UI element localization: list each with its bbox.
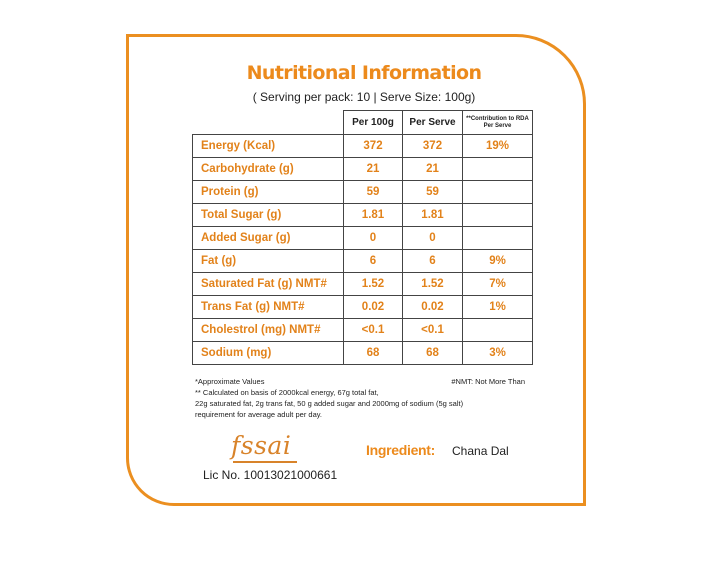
value-per-serve: 0 [403, 227, 463, 250]
license-number: Lic No. 10013021000661 [203, 468, 338, 482]
nutrient-name: Carbohydrate (g) [193, 158, 344, 181]
value-per-serve: <0.1 [403, 319, 463, 342]
table-row [193, 250, 533, 273]
value-rda: 7% [463, 273, 533, 296]
nutrient-name: Trans Fat (g) NMT# [193, 296, 344, 319]
table-row [193, 204, 533, 227]
ingredient-value: Chana Dal [452, 444, 509, 458]
table-row [193, 135, 533, 158]
nutrition-table [192, 110, 533, 365]
footnote-row [195, 376, 535, 387]
value-per-serve: 68 [403, 342, 463, 365]
value-rda: 1% [463, 296, 533, 319]
table-row [193, 319, 533, 342]
nutrient-name: Cholestrol (mg) NMT# [193, 319, 344, 342]
value-rda [463, 319, 533, 342]
nutrient-name: Total Sugar (g) [193, 204, 344, 227]
calc-note-line-1: ** Calculated on basis of 2000kcal energy, 67g total fat, [195, 388, 379, 397]
header-rda: **Contribution to RDA Per Serve [463, 111, 533, 135]
approx-note: *Approximate Values [195, 377, 265, 386]
nutrient-name: Saturated Fat (g) NMT# [193, 273, 344, 296]
value-per-100g: 0.02 [344, 296, 403, 319]
value-rda [463, 181, 533, 204]
value-per-serve: 0.02 [403, 296, 463, 319]
table-row [193, 273, 533, 296]
header-per-serve: Per Serve [403, 111, 463, 135]
header-per-100g: Per 100g [344, 111, 403, 135]
value-rda: 19% [463, 135, 533, 158]
value-per-100g: 1.81 [344, 204, 403, 227]
value-per-serve: 59 [403, 181, 463, 204]
table-row [193, 296, 533, 319]
ingredient-label: Ingredient: [366, 442, 436, 458]
fssai-logo-underline [233, 461, 297, 463]
nutrient-name: Protein (g) [193, 181, 344, 204]
table-row [193, 227, 533, 250]
nutrition-label-card [126, 34, 586, 506]
serving-info: ( Serving per pack: 10 | Serve Size: 100g) [252, 90, 476, 104]
nmt-note: #NMT: Not More Than [451, 377, 525, 386]
calc-note-line-2: 22g saturated fat, 2g trans fat, 50 g added sugar and 2000mg of sodium (5g salt) [195, 399, 464, 408]
value-per-serve: 21 [403, 158, 463, 181]
value-rda: 9% [463, 250, 533, 273]
table-header-row [193, 111, 533, 135]
fssai-logo: fssai [231, 431, 292, 460]
value-per-100g: 6 [344, 250, 403, 273]
value-per-100g: 59 [344, 181, 403, 204]
nutrient-name: Fat (g) [193, 250, 344, 273]
footnotes [195, 376, 535, 420]
nutrient-name: Sodium (mg) [193, 342, 344, 365]
value-per-100g: 0 [344, 227, 403, 250]
value-per-100g: 21 [344, 158, 403, 181]
table-row [193, 158, 533, 181]
value-per-100g: 68 [344, 342, 403, 365]
value-rda [463, 204, 533, 227]
value-per-serve: 1.81 [403, 204, 463, 227]
value-per-100g: 1.52 [344, 273, 403, 296]
value-per-serve: 372 [403, 135, 463, 158]
header-blank-cell [193, 111, 344, 135]
value-rda [463, 227, 533, 250]
nutrient-name: Added Sugar (g) [193, 227, 344, 250]
value-per-serve: 1.52 [403, 273, 463, 296]
value-per-100g: <0.1 [344, 319, 403, 342]
calc-note-line-3: requirement for average adult per day. [195, 410, 323, 419]
label-title: Nutritional Information [246, 62, 482, 84]
nutrient-name: Energy (Kcal) [193, 135, 344, 158]
value-per-100g: 372 [344, 135, 403, 158]
table-row [193, 181, 533, 204]
value-rda [463, 158, 533, 181]
value-rda: 3% [463, 342, 533, 365]
table-row [193, 342, 533, 365]
value-per-serve: 6 [403, 250, 463, 273]
